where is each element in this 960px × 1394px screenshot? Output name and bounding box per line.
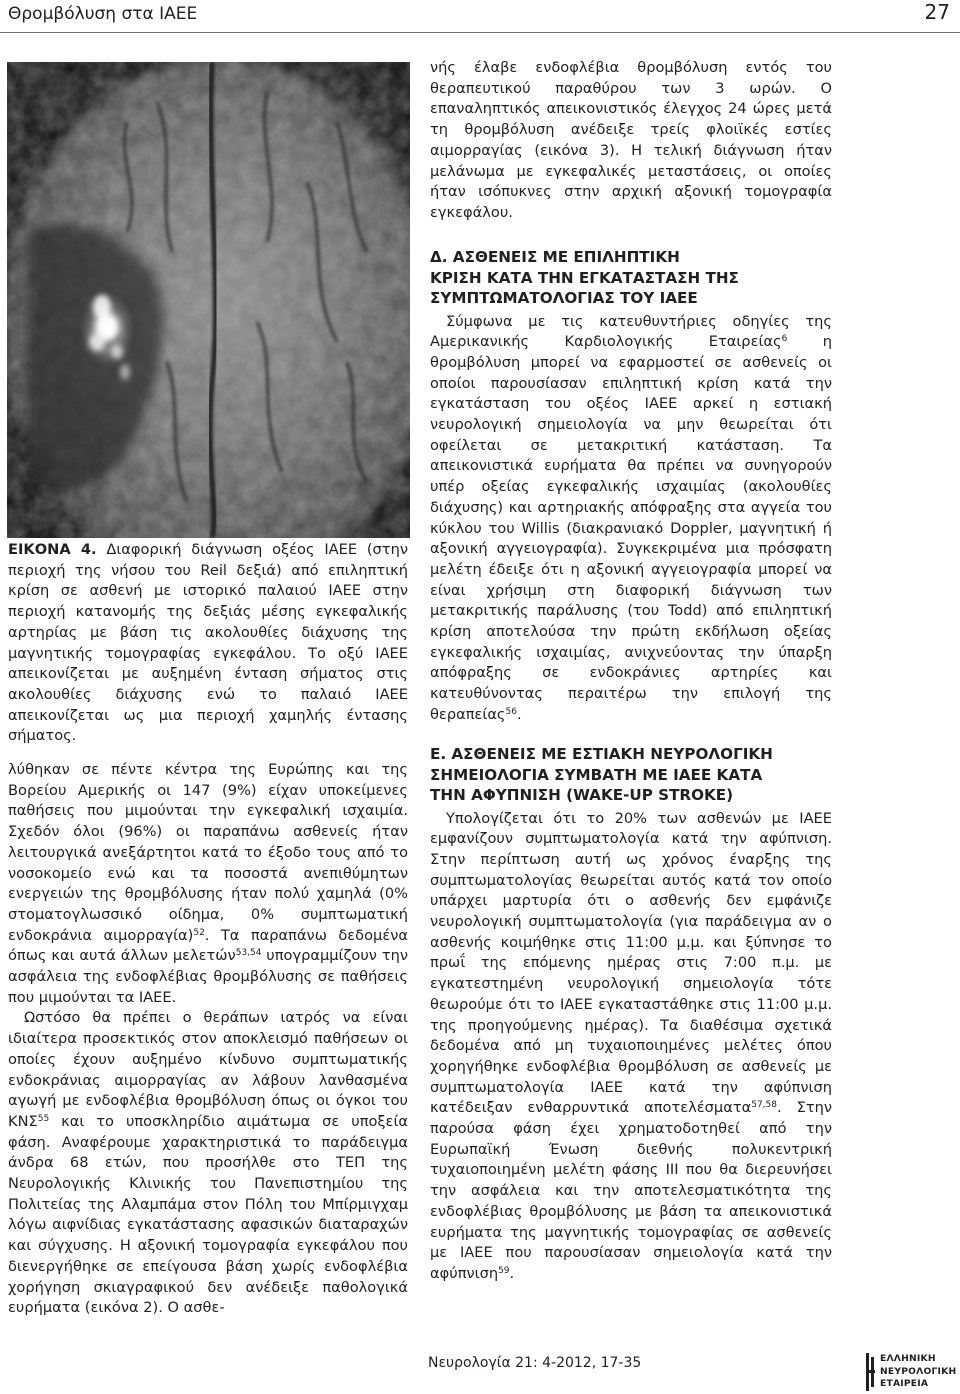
running-title: Θρομβόλυση στα ΙΑΕΕ <box>8 4 198 24</box>
paragraph: Υπολογίζεται ότι το 20% των ασθενών με ΙΑΕΕ εμφανίζουν συμπτωματολογία κατά την αφύπνιση. Στην περίπτωση αυτή ως χρόνος έναρξης της συμπτωματολογίας θεωρείται αυτός κατά τον οποίο υπάρχει μαρτυρία ότι ο ασθενής δεν εμφάνιζε νευρολογική συμπτωματολογία (για παράδειγμα αν ο ασθενής κοιμήθηκε στις 11:00 μ.μ. και ξύπνησε το πρωΐ της επόμενης ημέρας στις 7:00 π.μ. με εγκατεστημένη νευρολογική σημειολογία τότε θεωρούμε ότι το ΙΑΕΕ εγκαταστάθηκε στις 11:00 μ.μ. της προηγούμενης ημέρας). Τα διαθέσιμα σχετικά δεδομένα από μη τυχαιοποιημένες μελέτες όπου χορηγήθηκε ενδοφλέβια θρομβόλυση σε ασθενείς με συμπτωματολογία ΙΑΕΕ κατά την αφύπνιση κατέδειξαν ενθαρρυντικά αποτελέσματα$^{57,58}$. Στην παρούσα φάση έχει χρηματοδοτηθεί από την Ευρωπαϊκή Ένωση διεθνής πολυκεντρική τυχαιοποιημένη μελέτη φάσης ΙΙΙ που θα διερευνήσει την ασφάλεια και την αποτελεσματικότητα της ενδοφλέβιας θρομβόλυσης με βάση τα απεικονιστικά ευρήματα της μαγνητικής τομογραφίας σε ασθενείς με ΙΑΕΕ που παρουσίασαν σημειολογία κατά την αφύπνιση$^{59}$. <box>430 809 833 1282</box>
citation-superscript: 57,58 <box>751 1100 777 1111</box>
section-e-heading: Ε. ΑΣΘΕΝΕΙΣ ΜΕ ΕΣΤΙΑΚΗ ΝΕΥΡΟΛΟΓΙΚΗ ΣΗΜΕΙΟΛΟΓΙΑ ΣΥΜΒΑΤΗ ΜΕ ΙΑΕΕ ΚΑΤΑ ΤΗΝ ΑΦΥΠΝΙΣΗ (WAKE-UP STROKE) <box>430 745 773 804</box>
society-logo <box>866 1353 956 1393</box>
citation-superscript: 53,54 <box>235 948 262 959</box>
paragraph: Σύμφωνα με τις κατευθυντήριες οδηγίες της Αμερικανικής Καρδιολογικής Εταιρείας$^6$ η θρομβόλυση μπορεί να εφαρμοστεί σε ασθενείς οι οποίοι παρουσίασαν επιληπτική κρίση κατά την εγκατάσταση του οξέος ΙΑΕΕ αρκεί η εστιακή νευρολογική σημειολογία να μην θεωρείται ότι οφείλεται σε μετακριτική κατάσταση. Τα απεικονιστικά ευρήματα θα πρέπει να συνηγορούν υπέρ οξείας εγκεφαλικής ισχαιμίας (ακολουθίες διάχυσης) και αρτηριακής απόφραξης στα αγγεία του κύκλου του Willis (διακρανιακό Doppler, μαγνητική ή αξονική αγγειογραφία). Συγκεκριμένα μια πρόσφατη μελέτη έδειξε ότι η αξονική αγγειογραφία μπορεί να είναι χρήσιμη στη διαφορική διάγνωση των μετακριτικής παράλυσης (του Todd) από επιληπτική κρίση αποτελούσα την πρώτη εκδήλωση οξείας εγκεφαλικής ισχαιμίας, ανιχνεύοντας την ύπαρξη απόφραξης σε ενδοκράνιες αρτηρίες και κατευθύνοντας περαιτέρω την επιλογή της θεραπείας$^{56}$. <box>430 312 833 723</box>
citation-superscript: 52 <box>193 927 205 938</box>
paragraph: Ωστόσο θα πρέπει ο θεράπων ιατρός να είναι ιδιαίτερα προσεκτικός στον αποκλεισμό παθήσεων οι οποίες έχουν αυξημένο κίνδυνο συμπτωματικής ενδοκράνιας αιμορραγίας αν λάβουν λανθασμένα αγωγή με ενδοφλέβια θρομβόλυση όπως οι όγκοι του ΚΝΣ$^{55}$ και το υποσκληρίδιο αιμάτωμα σε υποξεία φάση. Αναφέρουμε χαρακτηριστικά το παράδειγμα άνδρα 68 ετών, που προσήλθε στο ΤΕΠ της Νευρολογικής Κλινικής του Πανεπιστημίου της Πολιτείας της Αλαμπάμα στον Πόλη του Μπίρμιγχαμ λόγω αιφνίδιας εγκατάστασης αφασικών διαταραχών και σύγχυσης. Η αξονική τομογραφία εγκεφάλου που διενεργήθηκε σε επείγουσα βάση χωρίς ενδοφλέβια χορήγηση σκιαγραφικού δεν ανέδειξε παθολογικά ευρήματα (εικόνα 2). Ο ασθε- <box>8 1009 408 1317</box>
citation-superscript: 59 <box>498 1265 510 1276</box>
mri-brain-image <box>7 62 410 538</box>
logo-mark-icon <box>866 1353 876 1391</box>
section-e <box>430 744 832 1285</box>
left-column-body <box>8 760 408 1319</box>
paragraph: λύθηκαν σε πέντε κέντρα της Ευρώπης και της Βορείου Αμερικής οι 147 (9%) είχαν υποκείμενες παθήσεις που μιμούνται την εγκεφαλική ισχαιμία. Σχεδόν όλοι (96%) οι παραπάνω ασθενείς ήταν λειτουργικά ανεξάρτητοι κατά το έξοδο τους από το νοσοκομείο ενώ και τα ποσοστά ανεπιθύμητων ενεργειών της θρομβόλυσης ήταν πολύ χαμηλά (0% στοματογλωσσικό οίδημα, 0% συμπτωματική ενδοκράνια αιμορραγία)$^{52}$. Τα παραπάνω δεδομένα όπως και αυτά άλλων μελετών$^{53,54}$ υπογραμμίζουν την ασφάλεια της ενδοφλέβιας θρομβόλυσης σε παθήσεις που μιμούνται τα ΙΑΕΕ. <box>8 761 409 1006</box>
figure-caption-text: Διαφορική διάγνωση οξέος ΙΑΕΕ (στην περιοχή της νήσου του Reil δεξιά) από επιληπτική κρίση σε ασθενή με ιστορικό παλαιού ΙΑΕΕ στην περιοχή κατανομής της δεξιάς μέσης εγκεφαλικής αρτηρίας με βάση τις ακολουθίες διάχυσης της μαγνητικής τομογραφίας εγκεφάλου. Το οξύ ΙΑΕΕ απεικονίζεται με αυξημένη ένταση σήματος στις ακολουθίες διάχυσης ενώ το παλαιό ΙΑΕΕ απεικονίζεται ως μια περιοχή χαμηλής έντασης σήματος. <box>8 541 408 745</box>
figure-caption-label: ΕΙΚΟΝΑ 4. <box>8 541 97 558</box>
journal-citation: Νευρολογία 21: 4-2012, 17-35 <box>428 1355 642 1371</box>
logo-text: ΕΛΛΗΝΙΚΗ ΝΕΥΡΟΛΟΓΙΚΗ ΕΤΑΙΡΕΙΑ <box>880 1353 957 1390</box>
right-column-continuation <box>430 58 832 224</box>
citation-superscript: 6 <box>781 334 788 345</box>
citation-superscript: 56 <box>505 706 517 717</box>
section-d-heading: Δ. ΑΣΘΕΝΕΙΣ ΜΕ ΕΠΙΛΗΠΤΙΚΗ ΚΡΙΣΗ ΚΑΤΑ ΤΗΝ ΕΓΚΑΤΑΣΤΑΣΗ ΤΗΣ ΣΥΜΠΤΩΜΑΤΟΛΟΓΙΑΣ ΤΟΥ ΙΑΕΕ <box>430 248 739 307</box>
header-rule <box>0 32 960 33</box>
section-d <box>430 247 832 726</box>
mri-figure <box>7 62 410 538</box>
citation-superscript: 55 <box>37 1113 50 1124</box>
page-number: 27 <box>924 0 950 24</box>
figure-caption <box>8 540 408 747</box>
paragraph: νής έλαβε ενδοφλέβια θρομβόλυση εντός του θεραπευτικού παραθύρου των 3 ωρών. Ο επαναληπτικός απεικονιστικός έλεγχος 24 ώρες μετά τη θρομβόλυση ανέδειξε τρείς φλοιϊκές εστίες αιμορραγίας (εικόνα 3). Η τελική διάγνωση ήταν μελάνωμα με εγκεφαλικές μεταστάσεις, οι οποίες ήταν ισόπυκνες στην αρχική αξονική τομογραφία εγκεφάλου. <box>430 59 832 221</box>
